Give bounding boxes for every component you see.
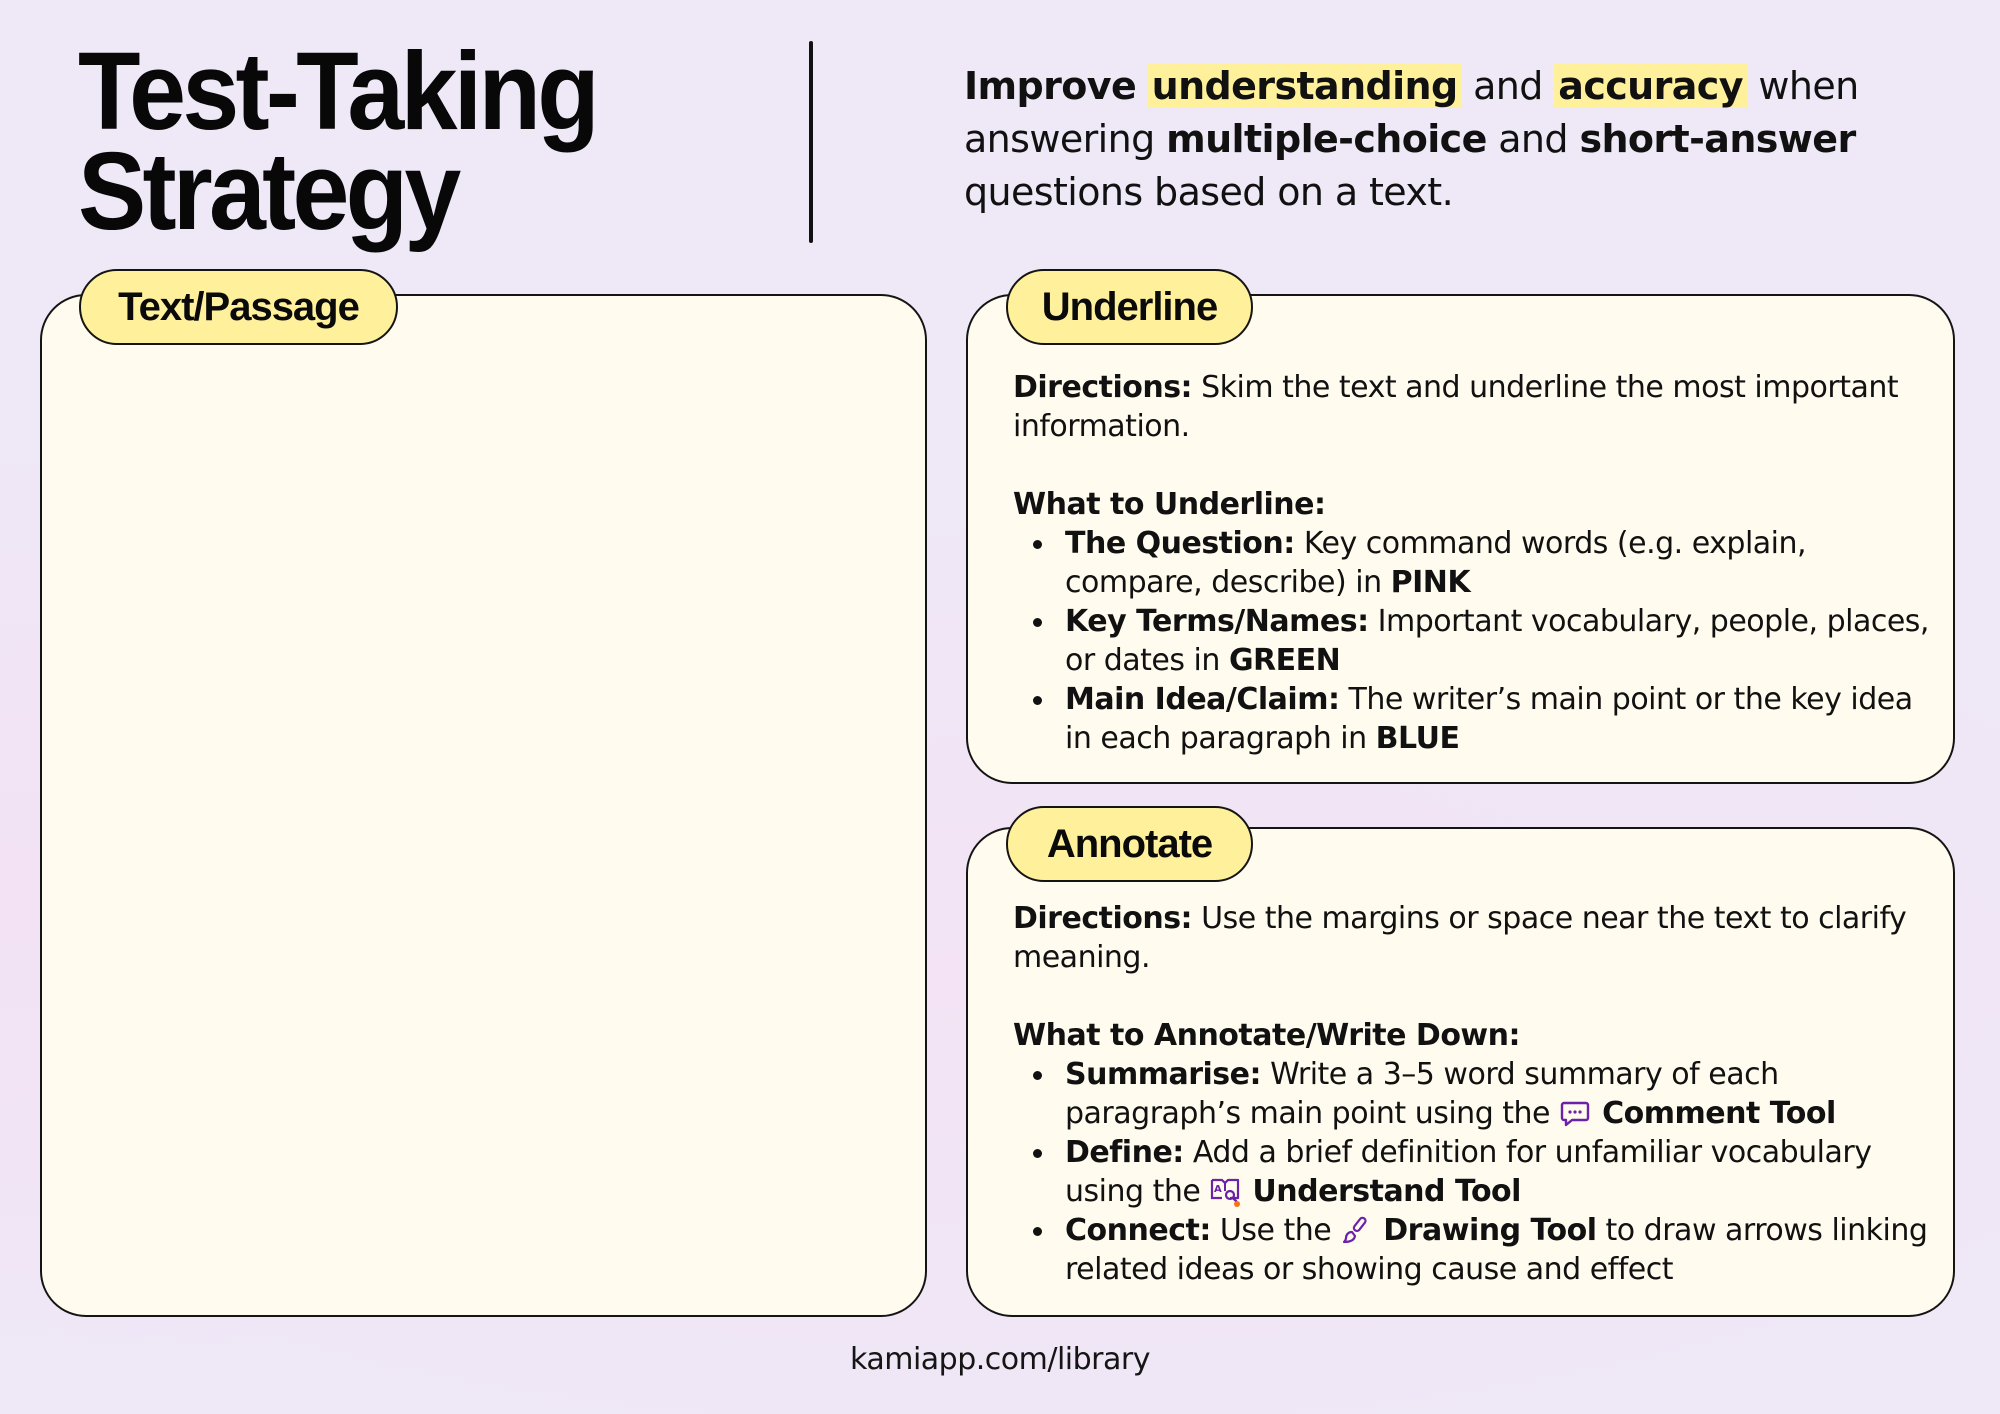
annotate-panel-body	[1013, 899, 1933, 1289]
item-label: Key Terms/Names:	[1065, 604, 1369, 639]
underline-list	[1013, 524, 1933, 758]
list-item	[1065, 602, 1933, 680]
drawing-brush-icon	[1340, 1214, 1372, 1246]
item-text: Write a 3–5 word summary of each paragraph’s main point using the	[1065, 1057, 1779, 1131]
item-label: Summarise:	[1065, 1057, 1262, 1092]
passage-panel[interactable]	[40, 294, 927, 1317]
intro-highlight-accuracy: accuracy	[1554, 64, 1747, 108]
annotate-directions	[1013, 899, 1933, 977]
svg-text:A: A	[1214, 1184, 1222, 1195]
annotate-panel	[966, 827, 1955, 1317]
intro-text-questions: questions based on a text.	[964, 170, 1454, 214]
title-line-2: Strategy	[78, 130, 458, 253]
list-item	[1065, 1133, 1933, 1211]
intro-text-and-2: and	[1498, 117, 1568, 161]
directions-label: Directions:	[1013, 370, 1193, 405]
underline-tab-label: Underline	[1006, 269, 1253, 345]
item-text: The writer’s main point or the key idea in each paragraph in	[1065, 682, 1913, 756]
intro-text-when-answering: when answering	[964, 64, 1859, 161]
header-divider	[809, 41, 813, 243]
color-word-pink: PINK	[1390, 565, 1471, 600]
understand-icon	[1209, 1175, 1241, 1207]
title-line-1: Test-Taking	[78, 30, 596, 153]
item-label: The Question:	[1065, 526, 1295, 561]
intro-bold-multiple-choice: multiple-choice	[1166, 117, 1487, 161]
comment-tool-label: Comment Tool	[1602, 1096, 1836, 1131]
list-item	[1065, 1211, 1933, 1289]
annotate-list-heading: What to Annotate/Write Down:	[1013, 1018, 1521, 1053]
directions-label: Directions:	[1013, 901, 1193, 936]
item-label: Main Idea/Claim:	[1065, 682, 1340, 717]
underline-list-heading: What to Underline:	[1013, 487, 1326, 522]
annotate-tab-label: Annotate	[1006, 806, 1253, 882]
item-text: Important vocabulary, people, places, or dates in	[1065, 604, 1929, 678]
item-text-after: to draw arrows linking related ideas or showing cause and effect	[1065, 1213, 1928, 1287]
underline-directions	[1013, 368, 1933, 446]
list-item	[1065, 680, 1933, 758]
item-label: Define:	[1065, 1135, 1184, 1170]
underline-panel	[966, 294, 1955, 784]
intro-highlight-understanding: understanding	[1148, 64, 1462, 108]
footer-url[interactable]: kamiapp.com/library	[850, 1342, 1150, 1377]
understand-tool-label: Understand Tool	[1252, 1174, 1521, 1209]
item-text: Key command words (e.g. explain, compare, describe) in	[1065, 526, 1807, 600]
color-word-blue: BLUE	[1375, 721, 1460, 756]
comment-icon	[1559, 1097, 1591, 1129]
intro-bold-short-answer: short-answer	[1579, 117, 1856, 161]
intro-word-improve: Improve	[964, 64, 1137, 108]
item-text: Add a brief definition for unfamiliar vocabulary using the	[1065, 1135, 1872, 1209]
list-item	[1065, 524, 1933, 602]
intro-text	[964, 60, 1924, 219]
list-item	[1065, 1055, 1933, 1133]
intro-text-and: and	[1473, 64, 1543, 108]
color-word-green: GREEN	[1228, 643, 1341, 678]
underline-panel-body	[1013, 368, 1933, 758]
passage-tab-label: Text/Passage	[79, 269, 398, 345]
item-text: Use the	[1219, 1213, 1332, 1248]
directions-text: Use the margins or space near the text to clarify meaning.	[1013, 901, 1907, 975]
directions-text: Skim the text and underline the most important information.	[1013, 370, 1899, 444]
item-label: Connect:	[1065, 1213, 1211, 1248]
page-title	[78, 30, 596, 253]
drawing-tool-label: Drawing Tool	[1383, 1213, 1597, 1248]
annotate-list	[1013, 1055, 1933, 1289]
